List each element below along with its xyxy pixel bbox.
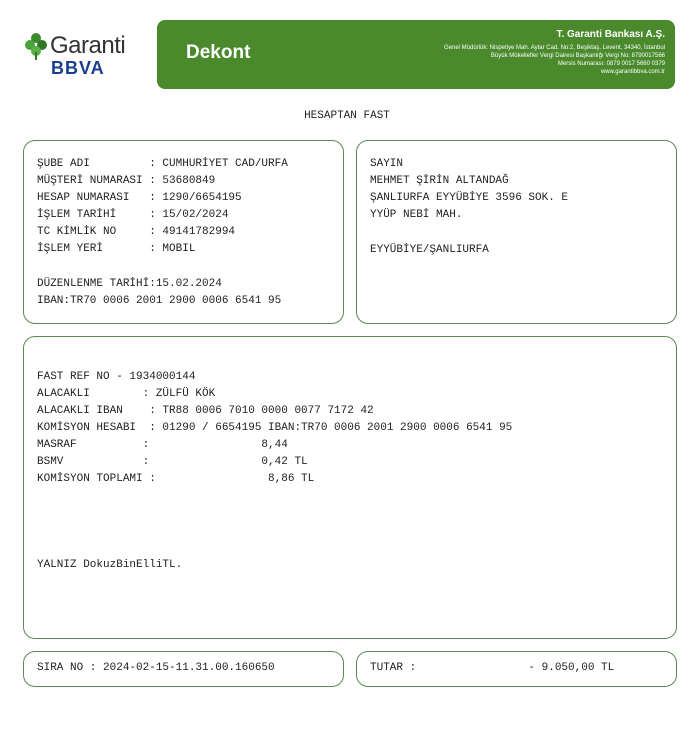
creditor-name: ALACAKLI : ZÜLFÜ KÖK (37, 388, 216, 400)
commission-account: KOMİSYON HESABI : 01290 / 6654195 IBAN:TR70 0006 2001 2900 0006 6541 95 (37, 422, 513, 434)
bank-tax-line: Büyük Mükellefler Vergi Dairesi Başkanlığı Vergi No: 8790017566 (490, 53, 665, 59)
recipient-city: EYYÜBİYE/ŞANLIURFA (370, 244, 489, 256)
sequence-number: SIRA NO : 2024-02-15-11.31.00.160650 (37, 662, 275, 674)
recipient-address: ŞANLIURFA EYYÜBİYE 3596 SOK. E (370, 192, 569, 204)
total-amount: TUTAR : - 9.050,00 TL (370, 662, 615, 674)
commission-total: KOMİSYON TOPLAMI : 8,86 TL (37, 473, 315, 485)
garanti-bbva-logo (24, 30, 154, 80)
account-line: İŞLEM TARİHİ : 15/02/2024 (37, 209, 229, 221)
header-band (157, 20, 675, 89)
creditor-iban: ALACAKLI IBAN : TR88 0006 7010 0000 0077 7172 42 (37, 405, 374, 417)
bank-mersis-line: Mersis Numarası: 0879 0017 5660 0379 (557, 61, 665, 67)
document-title: HESAPTAN FAST (304, 110, 390, 122)
recipient-box (356, 140, 677, 324)
account-iban: IBAN:TR70 0006 2001 2900 0006 6541 95 (37, 295, 282, 307)
recipient-line: SAYIN (370, 158, 404, 170)
document-type-title: Dekont (186, 42, 251, 63)
logo-word: Garanti (50, 32, 126, 59)
recipient-name: MEHMET ŞİRİN ALTANDAĞ (370, 175, 509, 187)
sequence-box (23, 651, 344, 687)
account-line: MÜŞTERİ NUMARASI : 53680849 (37, 175, 216, 187)
bank-address-line: Genel Müdürlük: Nispetiye Mah. Aytar Cad. No:2, Beşiktaş, Levent, 34340, İstanbul (443, 45, 665, 51)
account-info-box (23, 140, 344, 324)
bsmv-tax: BSMV : 0,42 TL (37, 456, 308, 468)
clover-icon (24, 32, 48, 60)
amount-in-words: YALNIZ DokuzBinElliTL. (37, 559, 183, 571)
issue-date: DÜZENLENME TARİHİ:15.02.2024 (37, 278, 222, 290)
recipient-address: YYÜP NEBİ MAH. (370, 209, 463, 221)
logo-sub: BBVA (51, 58, 105, 78)
account-line: HESAP NUMARASI : 1290/6654195 (37, 192, 242, 204)
fee: MASRAF : 8,44 (37, 439, 288, 451)
total-box (356, 651, 677, 687)
fast-ref-no: FAST REF NO - 1934000144 (37, 371, 196, 383)
bank-website-line: www.garantibbva.com.tr (600, 69, 665, 75)
account-line: TC KİMLİK NO : 49141782994 (37, 226, 236, 238)
bank-name: T. Garanti Bankası A.Ş. (556, 29, 665, 40)
transaction-detail-box (23, 336, 677, 639)
account-line: ŞUBE ADI : CUMHURİYET CAD/URFA (37, 158, 288, 170)
account-line: İŞLEM YERİ : MOBIL (37, 243, 196, 255)
